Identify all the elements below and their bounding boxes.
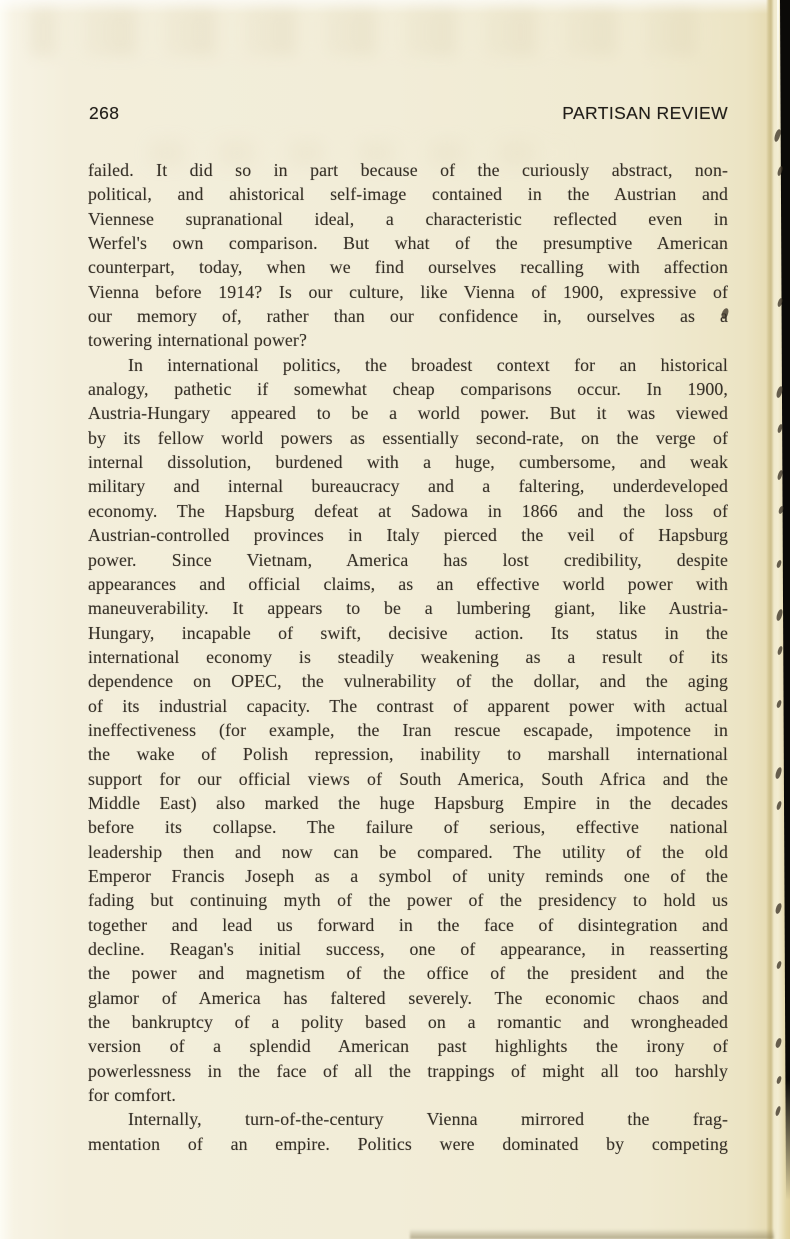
text-line: appearances and official claims, as an effective world power with [88, 573, 728, 594]
text-line: internal dissolution, burdened with a huge, cumbersome, and weak [88, 452, 728, 473]
text-line: analogy, pathetic if somewhat cheap comparisons occur. In 1900, [88, 379, 728, 400]
text-line: economy. The Hapsburg defeat at Sadowa in 1866 and the loss of [88, 500, 728, 521]
running-head [89, 103, 728, 124]
text-line: mentation of an empire. Politics were dominated by competing [88, 1133, 728, 1154]
text-line: ineffectiveness (for example, the Iran rescue escapade, impotence in [88, 719, 728, 740]
text-line: Viennese supranational ideal, a characteristic reflected even in [88, 208, 728, 229]
page-number: 268 [89, 103, 120, 123]
text-line: Austrian-controlled provinces in Italy pierced the veil of Hapsburg [88, 525, 728, 546]
body-text [88, 160, 728, 1158]
text-line: glamor of America has faltered severely. The economic chaos and [88, 987, 728, 1008]
text-line: Werfel's own comparison. But what of the presumptive American [88, 233, 728, 254]
text-line: for comfort. [88, 1085, 176, 1106]
text-line: failed. It did so in part because of the curiously abstract, non- [88, 160, 728, 180]
text-line: together and lead us forward in the face of disintegration and [88, 914, 728, 935]
text-line: decline. Reagan's initial success, one of appearance, in reasserting [88, 939, 728, 959]
text-line: leadership then and now can be compared. The utility of the old [88, 841, 728, 862]
text-line: international economy is steadily weakening as a result of its [88, 646, 728, 667]
text-line: maneuverability. It appears to be a lumbering giant, like Austria- [88, 598, 728, 619]
text-line: the wake of Polish repression, inability to marshall international [88, 744, 728, 765]
bottom-page-shadow [410, 1229, 774, 1239]
text-line: Austria-Hungary appeared to be a world power. But it was viewed [88, 403, 728, 424]
text-line: counterpart, today, when we find ourselves recalling with affection [88, 257, 728, 278]
text-line: Middle East) also marked the huge Hapsburg Empire in the decades [88, 792, 728, 813]
text-line: military and internal bureaucracy and a faltering, underdeveloped [88, 476, 728, 497]
text-line: dependence on OPEC, the vulnerability of the dollar, and the aging [88, 671, 728, 692]
text-line: Emperor Francis Joseph as a symbol of unity reminds one of the [88, 865, 728, 886]
text-line: In international politics, the broadest context for an historical [128, 354, 728, 375]
text-line: fading but continuing myth of the power of the presidency to hold us [88, 890, 728, 911]
text-line: before its collapse. The failure of serious, effective national [88, 817, 728, 838]
text-line: Internally, turn-of-the-century Vienna mirrored the frag- [128, 1109, 728, 1130]
text-line: power. Since Vietnam, America has lost credibility, despite [88, 549, 728, 570]
text-line: powerlessness in the face of all the trappings of might all too harshly [88, 1060, 728, 1081]
text-line: towering international power? [88, 330, 307, 351]
text-line: the bankruptcy of a polity based on a romantic and wrongheaded [88, 1012, 728, 1033]
text-line: political, and ahistorical self-image contained in the Austrian and [88, 184, 728, 205]
text-line: the power and magnetism of the office of the president and the [88, 963, 728, 984]
text-line: of its industrial capacity. The contrast of apparent power with actual [88, 695, 728, 716]
text-line: our memory of, rather than our confidence in, ourselves as a [88, 306, 728, 327]
scan-mottle-top [30, 8, 720, 56]
text-line: Hungary, incapable of swift, decisive action. Its status in the [88, 622, 728, 643]
text-line: version of a splendid American past highlights the irony of [88, 1036, 728, 1057]
text-line: Vienna before 1914? Is our culture, like Vienna of 1900, expressive of [88, 281, 728, 302]
journal-title: PARTISAN REVIEW [562, 103, 728, 123]
text-line: by its fellow world powers as essentially second-rate, on the verge of [88, 427, 728, 448]
text-line: support for our official views of South America, South Africa and the [88, 768, 728, 789]
